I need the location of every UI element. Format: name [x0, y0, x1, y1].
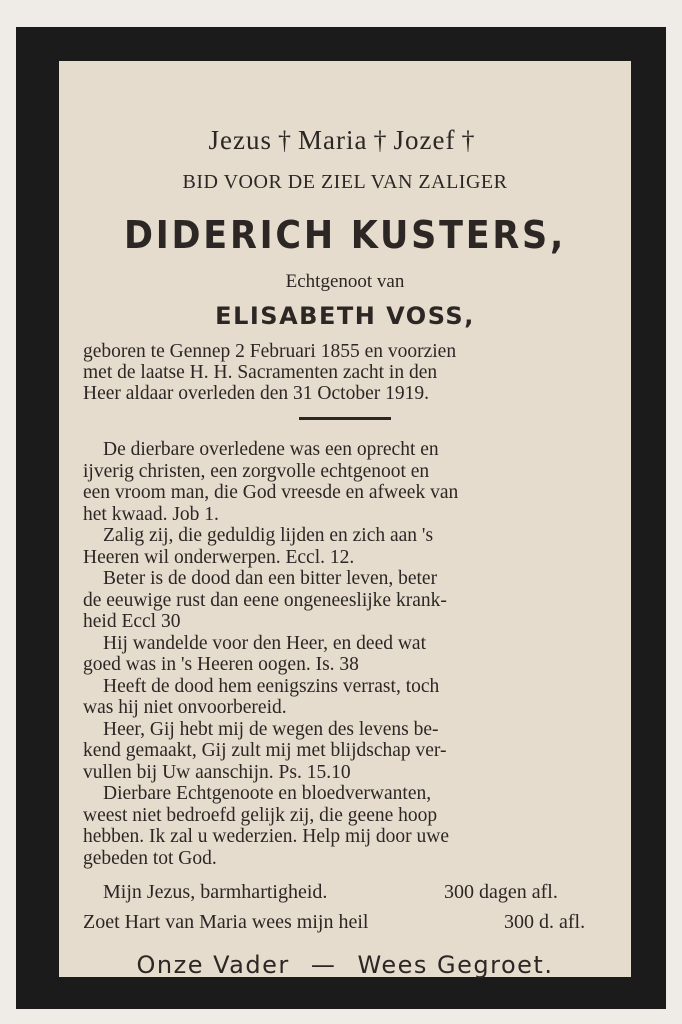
- eulogy-line: Zalig zij, die geduldig lijden en zich aan 's: [103, 525, 434, 546]
- eulogy-line: kend gemaakt, Gij zult mij met blijdschap ver-: [83, 740, 447, 761]
- eulogy-line: weest niet bedroefd gelijk zij, die geene hoop: [83, 804, 438, 826]
- eulogy-line: hebben. Ik zal u wederzien. Help mij door uwe: [83, 826, 450, 847]
- cross-icon: †: [373, 126, 388, 155]
- birth-line: geboren te Gennep 2 Februari 1855 en voorzien: [83, 341, 457, 362]
- eulogy-line: Beter is de dood dan een bitter leven, beter: [103, 568, 438, 589]
- eulogy-line: Hij wandelde voor den Heer, en deed wat: [103, 632, 427, 654]
- divider-rule: [299, 417, 391, 420]
- closing-prayers: [59, 951, 631, 979]
- memorial-card-paper: [59, 61, 631, 977]
- closing-dash: —: [310, 951, 337, 979]
- eulogy-line: was hij niet onvoorbereid.: [83, 697, 287, 718]
- cross-icon: †: [278, 126, 293, 155]
- header-invocation: [59, 125, 631, 156]
- header-word-maria: Maria: [298, 125, 368, 155]
- relation-label: Echtgenoot van: [285, 271, 405, 292]
- prayer-request: BID VOOR DE ZIEL VAN ZALIGER: [182, 171, 508, 193]
- indulgence-days: 300 d. afl.: [504, 911, 586, 933]
- indulgence-days: 300 dagen afl.: [444, 881, 558, 903]
- eulogy-line: ijverig christen, een zorgvolle echtgenoot en: [83, 460, 430, 482]
- eulogy-line: Heeren wil onderwerpen. Eccl. 12.: [83, 546, 355, 568]
- header-word-jozef: Jozef: [393, 125, 456, 155]
- eulogy-line: De dierbare overledene was een oprecht en: [103, 439, 439, 460]
- eulogy-line: heid Eccl 30: [83, 611, 181, 632]
- cross-icon: †: [461, 126, 476, 155]
- deceased-name: DIDERICH KUSTERS,: [123, 213, 567, 257]
- indulgence-prayer-text: Zoet Hart van Maria wees mijn heil: [83, 911, 369, 933]
- eulogy-line: gebeden tot God.: [83, 847, 217, 869]
- spouse-name: ELISABETH VOSS,: [215, 302, 475, 330]
- eulogy-line: een vroom man, die God vreesde en afweek van: [83, 482, 459, 503]
- eulogy-line: Heer, Gij hebt mij de wegen des levens be-: [103, 718, 439, 740]
- birth-line: met de laatse H. H. Sacramenten zacht in den: [83, 362, 438, 383]
- eulogy-line: Heeft de dood hem eenigszins verrast, toch: [103, 675, 440, 697]
- eulogy-line: de eeuwige rust dan eene ongeneeslijke krank-: [83, 589, 447, 611]
- eulogy-line: Dierbare Echtgenoote en bloedverwanten,: [103, 783, 432, 804]
- eulogy-line: het kwaad. Job 1.: [83, 503, 219, 525]
- header-word-jezus: Jezus: [208, 125, 273, 155]
- closing-our-father: Onze Vader: [136, 951, 290, 979]
- indulgence-prayer-text: Mijn Jezus, barmhartigheid.: [103, 881, 328, 903]
- birth-line: Heer aldaar overleden den 31 October 1919.: [83, 383, 429, 404]
- eulogy-line: vullen bij Uw aanschijn. Ps. 15.10: [83, 761, 351, 783]
- memorial-card-border: [16, 27, 666, 1009]
- closing-hail-mary: Wees Gegroet.: [357, 951, 554, 979]
- eulogy-line: goed was in 's Heeren oogen. Is. 38: [83, 654, 359, 675]
